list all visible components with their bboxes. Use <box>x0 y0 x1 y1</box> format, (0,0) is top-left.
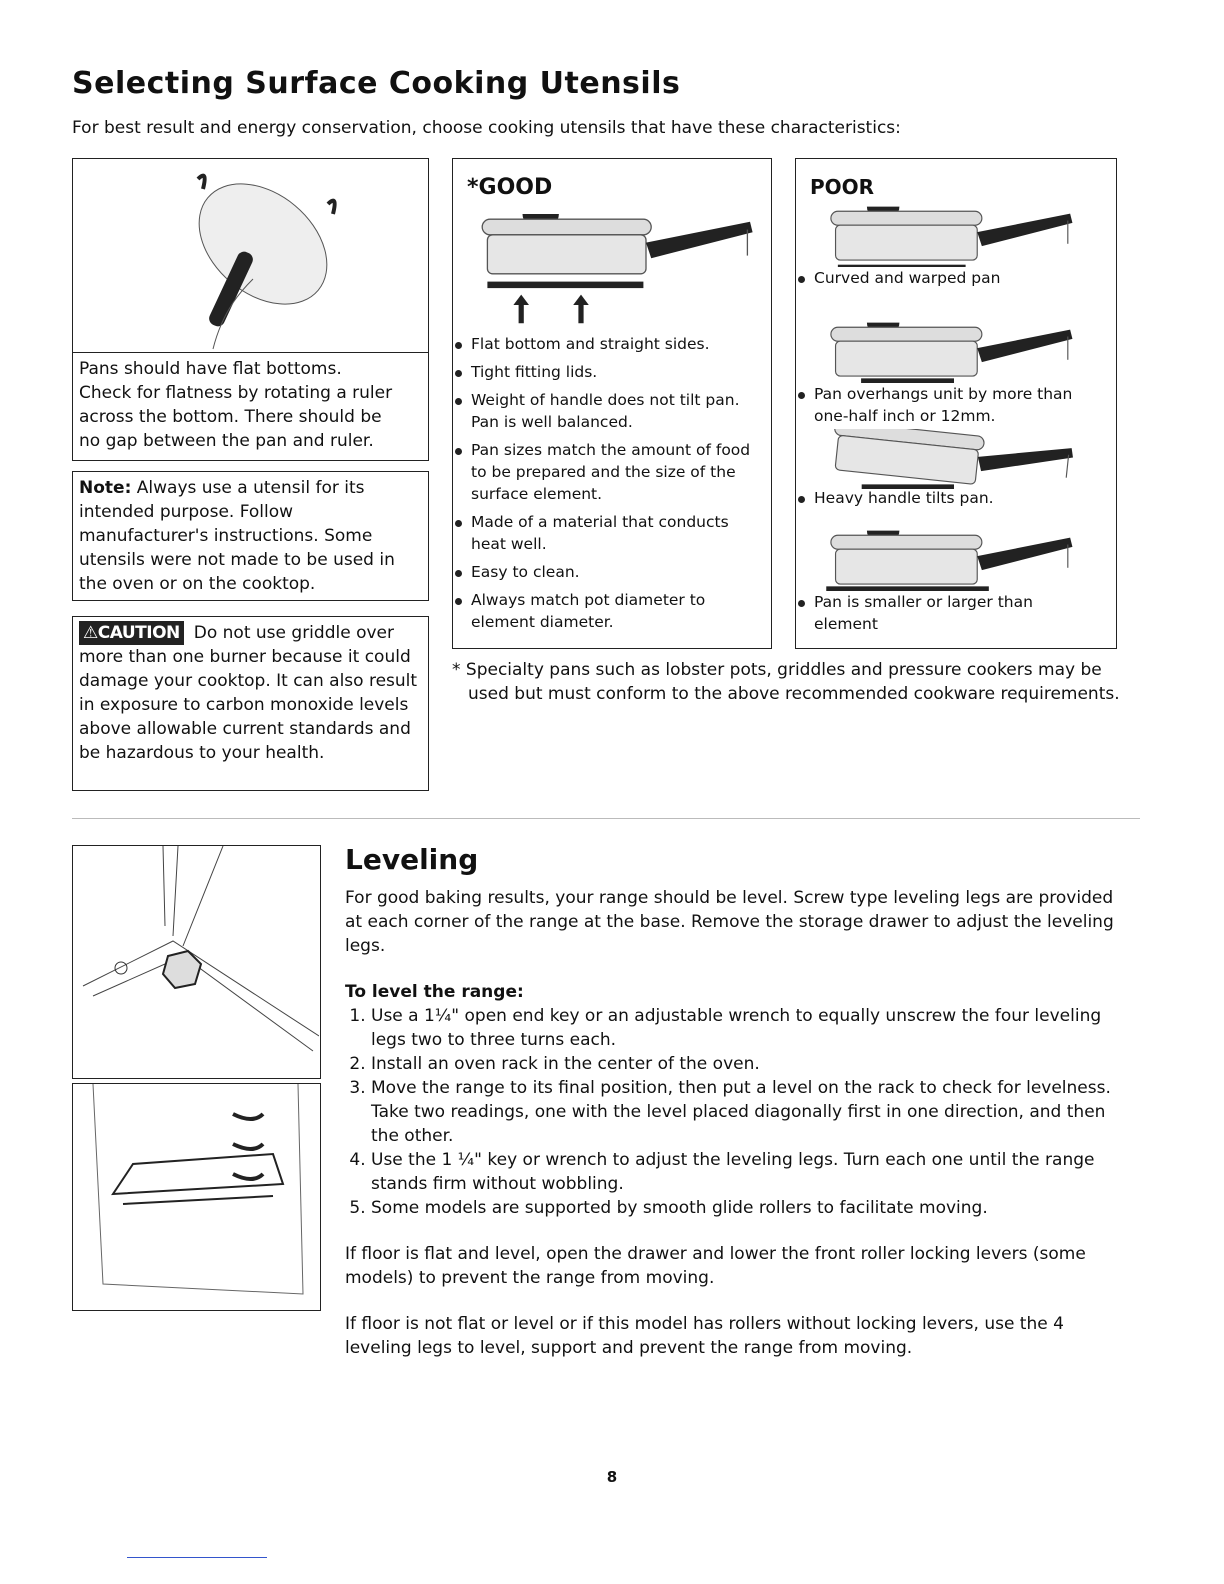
poor-item: Heavy handle tilts pan. <box>796 487 1096 509</box>
ruler-check-illustration <box>73 159 427 351</box>
leveling-steps <box>345 1004 1120 1220</box>
overhang-pan-illustration <box>814 311 1094 383</box>
poor-item-wrap <box>796 487 1096 509</box>
intro-text: For best result and energy conservation, choose cooking utensils that have these characteristics: <box>72 118 901 138</box>
oven-rack-illustration <box>72 1083 321 1311</box>
leveling-step: 5. Some models are supported by smooth glide rollers to facilitate moving. <box>371 1196 1120 1220</box>
good-box <box>452 158 772 649</box>
poor-item: Pan is smaller or larger than element <box>796 591 1096 635</box>
caution-label: CAUTION <box>97 623 180 643</box>
good-item: Easy to clean. <box>453 561 753 583</box>
note-box <box>72 471 429 601</box>
poor-item-wrap <box>796 591 1096 635</box>
warped-pan-illustration <box>814 195 1094 267</box>
caution-box <box>72 616 429 791</box>
poor-item-wrap <box>796 267 1106 289</box>
footer-line <box>127 1557 267 1558</box>
poor-item: Pan overhangs unit by more than one-half inch or 12mm. <box>796 383 1096 427</box>
leveling-subheading: To level the range: <box>345 982 524 1002</box>
leveling-content <box>345 886 1120 1360</box>
good-list <box>453 333 753 633</box>
leveling-para-2: If floor is not flat or level or if this model has rollers without locking levers, use the 4 leveling legs to level, support and prevent the range from moving. <box>345 1314 1064 1358</box>
page-number: 8 <box>606 1468 618 1486</box>
flat-bottom-text <box>73 352 428 457</box>
good-item: Flat bottom and straight sides. <box>453 333 753 355</box>
leveling-heading: Leveling <box>345 843 479 876</box>
flat-bottom-line: Pans should have flat bottoms. <box>79 359 342 379</box>
good-item: Pan sizes match the amount of food to be prepared and the size of the surface element. <box>453 439 753 505</box>
good-item: Always match pot diameter to element diameter. <box>453 589 753 633</box>
footnote: * Specialty pans such as lobster pots, griddles and pressure cookers may be used but must conform to the above recommended cookware requirements. <box>452 660 1120 704</box>
caution-text: Do not use griddle over more than one burner because it could damage your cooktop. It can also result in exposure to carbon monoxide levels above allowable current standards and be hazardous to your health. <box>79 623 418 763</box>
leveling-intro: For good baking results, your range should be level. Screw type leveling legs are provided at each corner of the range at the base. Remove the storage drawer to adjust the leveling legs. <box>345 888 1114 956</box>
note-text: Always use a utensil for its intended purpose. Follow manufacturer's instructions. Some utensils were not made to be used in the oven or on the cooktop. <box>79 478 395 594</box>
note-label: Note: <box>79 478 132 498</box>
poor-item: Curved and warped pan <box>796 267 1106 289</box>
flat-bottom-line: Check for flatness by rotating a ruler <box>79 383 393 403</box>
good-item: Made of a material that conducts heat well. <box>453 511 753 555</box>
flat-bottom-line: no gap between the pan and ruler. <box>79 431 374 451</box>
leveling-step: 4. Use the 1 ¼" key or wrench to adjust the leveling legs. Turn each one until the range stands firm without wobbling. <box>371 1148 1120 1196</box>
poor-box <box>795 158 1117 649</box>
poor-heading: POOR <box>810 175 875 199</box>
leveling-step: 1. Use a 1¼" open end key or an adjustable wrench to equally unscrew the four leveling legs two to three turns each. <box>371 1004 1120 1052</box>
page-title: Selecting Surface Cooking Utensils <box>72 66 681 101</box>
good-pan-illustration <box>475 201 765 331</box>
tilted-pan-illustration <box>814 429 1094 489</box>
leveling-step: 3. Move the range to its final position, then put a level on the rack to check for levelness. Take two readings, one with the level placed diagonally first in one direction, and then the other. <box>371 1076 1120 1148</box>
good-heading: *GOOD <box>467 175 553 200</box>
good-item: Weight of handle does not tilt pan. Pan is well balanced. <box>453 389 753 433</box>
flat-bottom-box <box>72 158 429 461</box>
section-divider <box>72 818 1140 819</box>
poor-item-wrap <box>796 383 1096 427</box>
size-mismatch-pan-illustration <box>814 519 1094 591</box>
leveling-leg-illustration <box>72 845 321 1079</box>
leveling-step: 2. Install an oven rack in the center of the oven. <box>371 1052 1120 1076</box>
leveling-para-1: If floor is flat and level, open the drawer and lower the front roller locking levers (some models) to prevent the range from moving. <box>345 1244 1086 1288</box>
good-item: Tight fitting lids. <box>453 361 753 383</box>
flat-bottom-line: across the bottom. There should be <box>79 407 382 427</box>
caution-badge: ⚠CAUTION <box>79 621 184 645</box>
